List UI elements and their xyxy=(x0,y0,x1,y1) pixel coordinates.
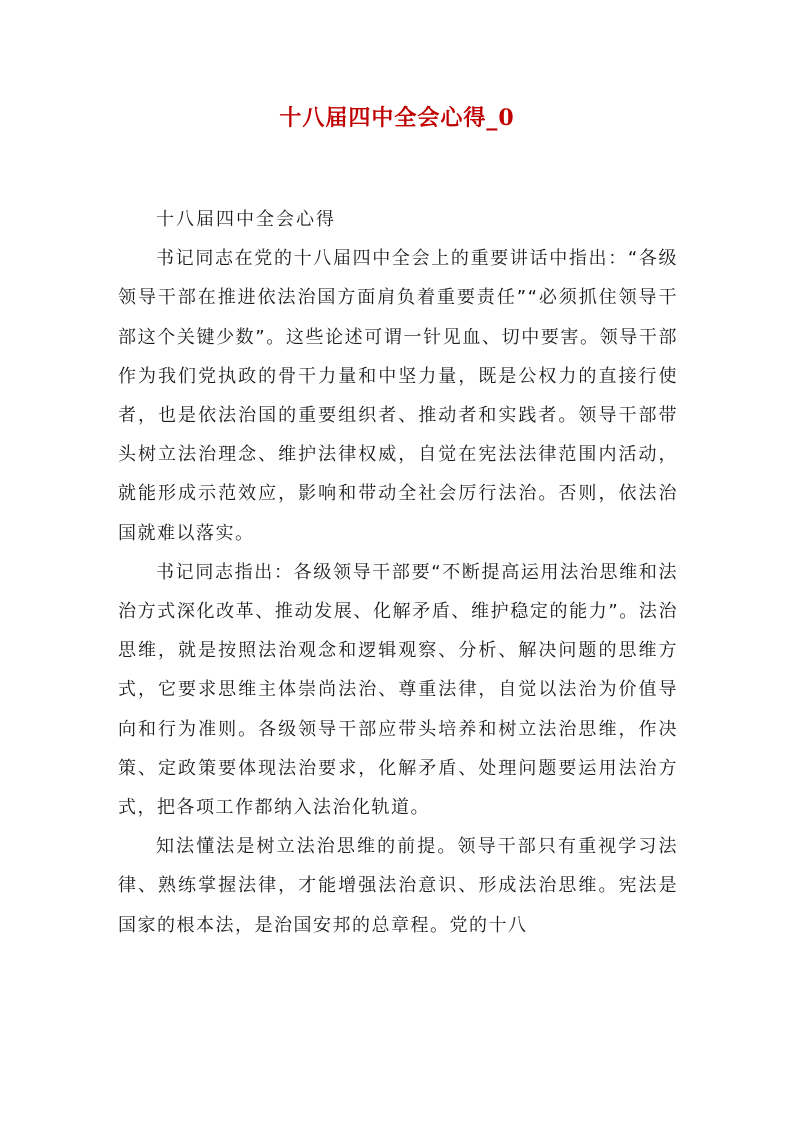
document-title: 十八届四中全会心得_0 xyxy=(279,105,515,131)
paragraph-3: 知法懂法是树立法治思维的前提。领导干部只有重视学习法律、熟练掌握法律，才能增强法治意识、形成法治思维。宪法是国家的根本法，是治国安邦的总章程。党的十八 xyxy=(118,836,678,936)
paragraph-1: 书记同志在党的十八届四中全会上的重要讲话中指出：“各级领导干部在推进依法治国方面肩负着重要责任”“必须抓住领导干部这个关键少数”。这些论述可谓一针见血、切中要害。领导干部作为我们党执政的骨干力量和中坚力量，既是公权力的直接行使者，也是依法治国的重要组织者、推动者和实践者。领导干部带头树立法治理念、维护法律权威，自觉在宪法法律范围内活动，就能形成示范效应，影响和带动全社会厉行法治。否则，依法治国就难以落实。 xyxy=(118,248,678,544)
document-body xyxy=(118,200,678,945)
paragraph-2: 书记同志指出：各级领导干部要“不断提高运用法治思维和法治方式深化改革、推动发展、化解矛盾、维护稳定的能力”。法治思维，就是按照法治观念和逻辑观察、分析、解决问题的思维方式，它要求思维主体崇尚法治、尊重法律，自觉以法治为价值导向和行为准则。各级领导干部应带头培养和树立法治思维，作决策、定政策要体现法治要求，化解矛盾、处理问题要运用法治方式，把各项工作都纳入法治化轨道。 xyxy=(118,561,678,819)
document-subtitle: 十八届四中全会心得 xyxy=(156,209,336,230)
